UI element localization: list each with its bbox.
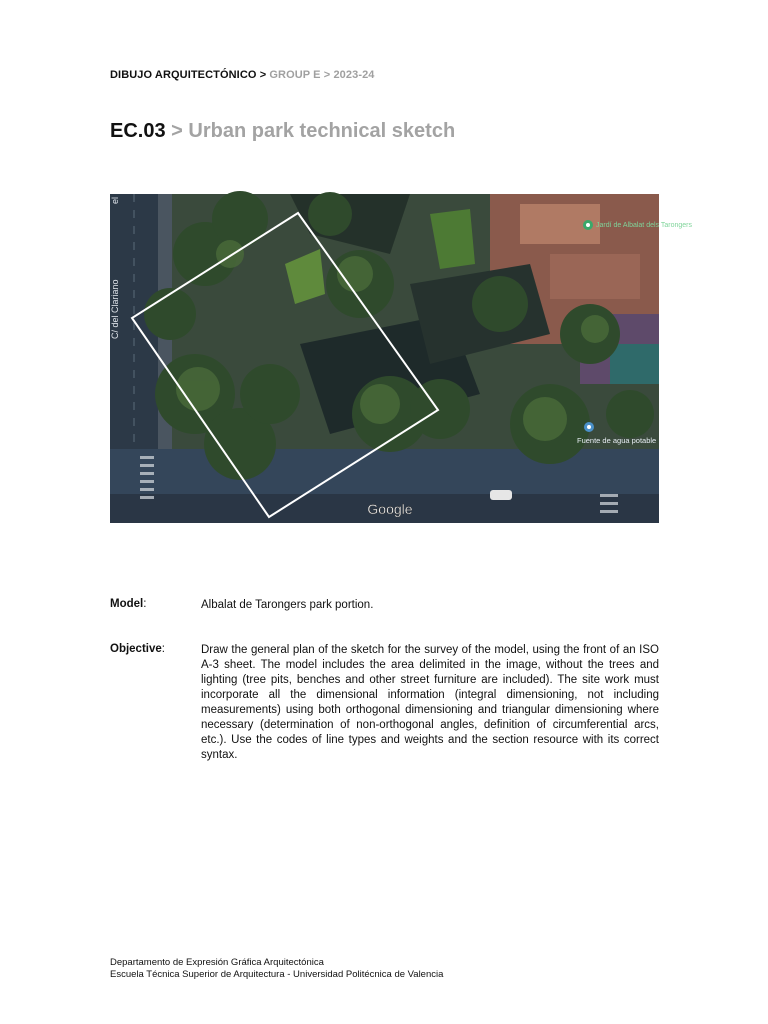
google-watermark: Google <box>367 501 413 517</box>
model-label: Model: <box>110 598 147 610</box>
page-title <box>110 120 455 143</box>
breadcrumb-separator: > <box>259 69 267 81</box>
car-icon <box>490 490 512 500</box>
footer-department: Departamento de Expresión Gráfica Arquitectónica <box>110 957 324 968</box>
fountain-pin-icon <box>584 422 594 432</box>
footer <box>110 957 443 981</box>
street-label: C/ del Clariano <box>110 279 120 339</box>
breadcrumb <box>110 69 375 81</box>
objective-label: Objective: <box>110 643 165 655</box>
objective-text: Draw the general plan of the sketch for the survey of the model, using the front of an ISO A-3 sheet. The model includes the area delimited in the image, without the trees and lighting (tree pits, benches and other street furniture are included). The site work must incorporate all the dimensional information (integral dimensioning, not including measurements) using both orthogonal dimensioning and triangular dimensioning where necessary (determination of non-orthogonal angles, definition of circumferential arcs, etc.). Use the codes of line types and weights and the section resource with its correct syntax. <box>201 644 659 761</box>
top-street-label: el <box>110 196 120 204</box>
footer-school: Escuela Técnica Superior de Arquitectura - Universidad Politécnica de Valencia <box>110 969 444 980</box>
map-pin-icon <box>583 220 593 230</box>
course-name: DIBUJO ARQUITECTÓNICO <box>110 69 257 81</box>
group-path: GROUP E > 2023-24 <box>269 69 375 81</box>
aerial-map-image <box>110 194 692 523</box>
model-text: Albalat de Tarongers park portion. <box>201 599 374 611</box>
exercise-code: EC.03 <box>110 120 166 142</box>
fountain-label: Fuente de agua potable <box>577 436 657 445</box>
place-label: Jardí de Albalat dels Tarongers <box>596 222 692 229</box>
exercise-subtitle: > Urban park technical sketch <box>171 120 456 142</box>
